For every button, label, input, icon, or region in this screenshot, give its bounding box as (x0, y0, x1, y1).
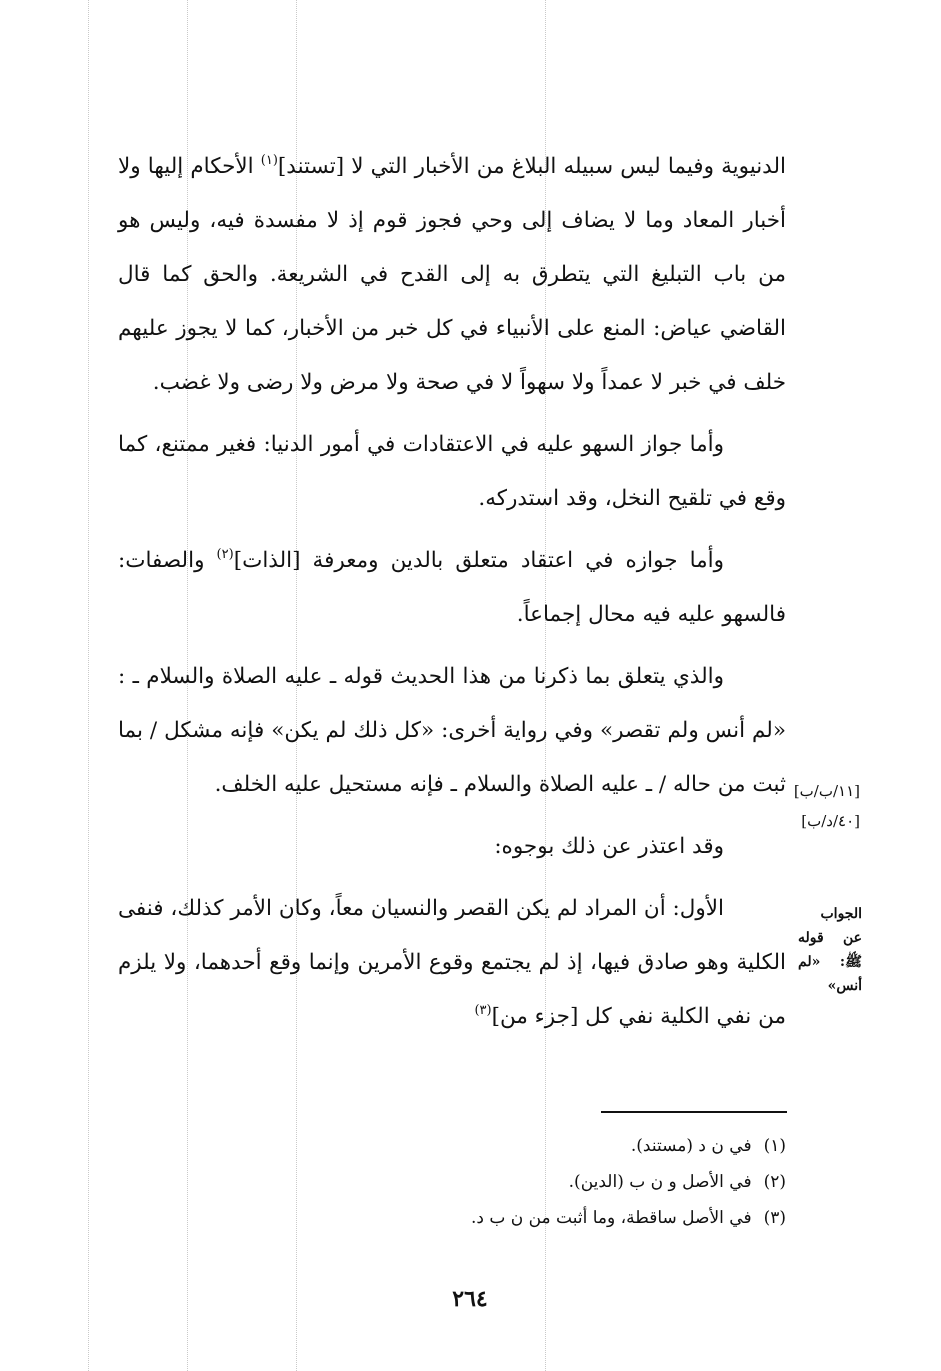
text-run: والصفات: فالسهو عليه فيه محال إجماعاً. (118, 548, 786, 627)
reference-line: [١١/ب/ب] (793, 782, 860, 800)
footnote (300, 1164, 786, 1200)
main-text (118, 140, 786, 1052)
footnote-marker[interactable]: (١) (260, 153, 278, 168)
footnote-number: (٢) (763, 1172, 786, 1192)
paragraph (118, 650, 786, 812)
footnotes (300, 1128, 786, 1236)
footnote-number: (٣) (763, 1208, 786, 1228)
text-run: والذي يتعلق بما ذكرنا من هذا الحديث قوله ـ عليه الصلاة والسلام ـ : «لم أنس ولم تقصر» وفي رواية أخرى: «كل ذلك لم يكن» فإنه مشكل / بما ثبت من حاله / ـ عليه الصلاة والسلام ـ فإنه مستحيل عليه الخلف. (118, 664, 786, 797)
manuscript-reference (793, 776, 860, 836)
text-run: الدنيوية وفيما ليس سبيله البلاغ من الأخبار التي لا [تستند] (277, 154, 786, 179)
scan-dot-line (88, 0, 89, 1371)
text-run: وأما جواز السهو عليه في الاعتقادات في أمور الدنيا: فغير ممتنع، كما وقع في تلقيح النخل، وقد استدركه. (118, 432, 786, 511)
footnote-marker[interactable]: (٢) (216, 547, 234, 562)
text-run: وأما جوازه في اعتقاد متعلق بالدين ومعرفة [الذات] (233, 548, 725, 573)
footnote-text: في ن د (مستند). (630, 1136, 752, 1156)
footnote-number: (١) (763, 1136, 786, 1156)
footnote (300, 1128, 786, 1164)
text-run: الأحكام إليها ولا أخبار المعاد وما لا يضاف إلى وحي فجوز قوم إذ لا مفسدة فيه، وليس هو من باب التبليغ التي يتطرق به إلى القدح في الشريعة. والحق كما قال القاضي عياض: المنع على الأنبياء في كل خبر من الأخبار، كما لا يجوز عليهم خلف في خبر لا عمداً ولا سهواً لا في صحة ولا مرض ولا رضى ولا غضب. (118, 154, 786, 395)
text-run: الأول: أن المراد لم يكن القصر والنسيان معاً، وكان الأمر كذلك، فنفى الكلية وهو صادق فيها، إذ لم يجتمع وقوع الأمرين وإنما وقع أحدهما، ولا يلزم من نفي الكلية نفي كل [جزء من] (118, 896, 786, 1029)
paragraph (118, 418, 786, 526)
margin-heading: الجواب عن قوله ﷺ: «لم أنس» (798, 906, 862, 994)
page-number: ٢٦٤ (452, 1286, 488, 1312)
footnote-marker[interactable]: (٣) (474, 1003, 492, 1018)
footnote-text: في الأصل و ن ب (الدين). (568, 1172, 752, 1192)
footnote (300, 1200, 786, 1236)
paragraph (118, 882, 786, 1044)
text-run: وقد اعتذر عن ذلك بوجوه: (494, 834, 724, 859)
reference-line: [٤٠/د/ب] (801, 812, 860, 830)
paragraph (118, 140, 786, 410)
paragraph (118, 820, 786, 874)
footnote-separator (601, 1111, 787, 1113)
paragraph (118, 534, 786, 642)
footnote-text: في الأصل ساقطة، وما أثبت من ن ب د. (470, 1208, 752, 1228)
